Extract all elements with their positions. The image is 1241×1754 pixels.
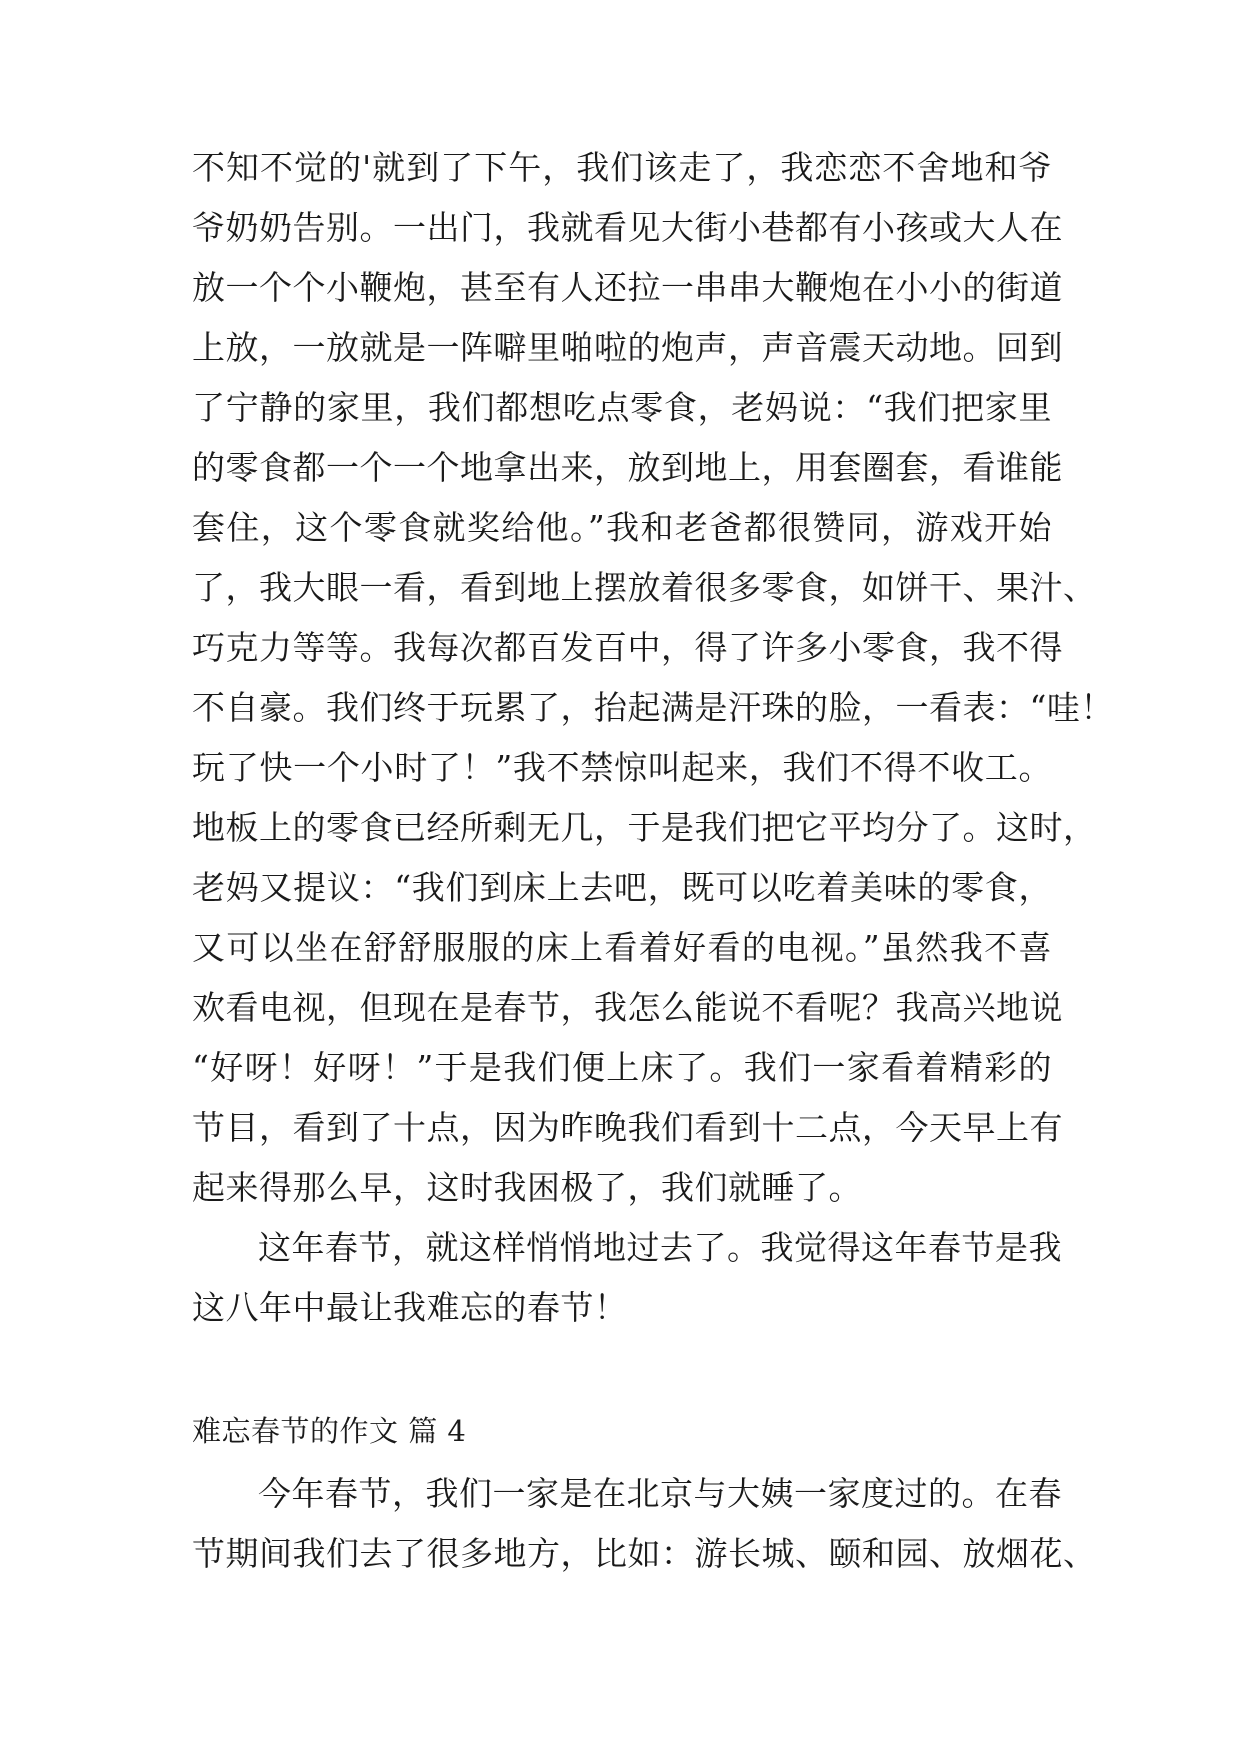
text-line: 不知不觉的'就到了下午，我们该走了，我恋恋不舍地和爷 — [192, 148, 1052, 187]
paragraph-1 — [192, 138, 1114, 1218]
text-line: 不自豪。我们终于玩累了，抬起满是汗珠的脸，一看表：“哇！ — [192, 688, 1114, 727]
paragraph-2 — [192, 1218, 1062, 1338]
text-line: 又可以坐在舒舒服服的床上看着好看的电视。”虽然我不喜 — [192, 928, 1052, 967]
document-page — [192, 138, 1114, 1584]
text-line: 这八年中最让我难忘的春节！ — [192, 1288, 628, 1327]
text-line: 套住，这个零食就奖给他。”我和老爸都很赞同，游戏开始 — [192, 508, 1052, 547]
text-line: 爷奶奶告别。一出门，我就看见大街小巷都有小孩或大人在 — [192, 208, 1063, 247]
text-line: 了宁静的家里，我们都想吃点零食，老妈说：“我们把家里 — [192, 388, 1052, 427]
text-line: 老妈又提议：“我们到床上去吧，既可以吃着美味的零食， — [192, 868, 1052, 907]
section-spacer — [192, 1338, 1052, 1398]
text-line: 起来得那么早，这时我困极了，我们就睡了。 — [192, 1168, 862, 1207]
text-line: 节目，看到了十点，因为昨晚我们看到十二点，今天早上有 — [192, 1108, 1063, 1147]
paragraph-3 — [192, 1464, 1097, 1584]
text-line: 放一个个小鞭炮，甚至有人还拉一串串大鞭炮在小小的街道 — [192, 268, 1063, 307]
text-line: 了，我大眼一看，看到地上摆放着很多零食，如饼干、果汁、 — [192, 568, 1097, 607]
section-heading: 难忘春节的作文 篇 4 — [192, 1414, 467, 1448]
text-line: “好呀！好呀！”于是我们便上床了。我们一家看着精彩的 — [192, 1048, 1052, 1087]
text-line: 的零食都一个一个地拿出来，放到地上，用套圈套，看谁能 — [192, 448, 1063, 487]
text-line: 玩了快一个小时了！”我不禁惊叫起来，我们不得不收工。 — [192, 748, 1052, 787]
text-line: 巧克力等等。我每次都百发百中，得了许多小零食，我不得 — [192, 628, 1063, 667]
text-line: 节期间我们去了很多地方，比如：游长城、颐和园、放烟花、 — [192, 1534, 1097, 1573]
text-line: 上放，一放就是一阵噼里啪啦的炮声，声音震天动地。回到 — [192, 328, 1063, 367]
text-line: 欢看电视，但现在是春节，我怎么能说不看呢？我高兴地说 — [192, 988, 1063, 1027]
text-line: 这年春节，就这样悄悄地过去了。我觉得这年春节是我 — [258, 1228, 1062, 1267]
text-line: 今年春节，我们一家是在北京与大姨一家度过的。在春 — [258, 1474, 1062, 1513]
text-line: 地板上的零食已经所剩无几，于是我们把它平均分了。这时， — [192, 808, 1097, 847]
